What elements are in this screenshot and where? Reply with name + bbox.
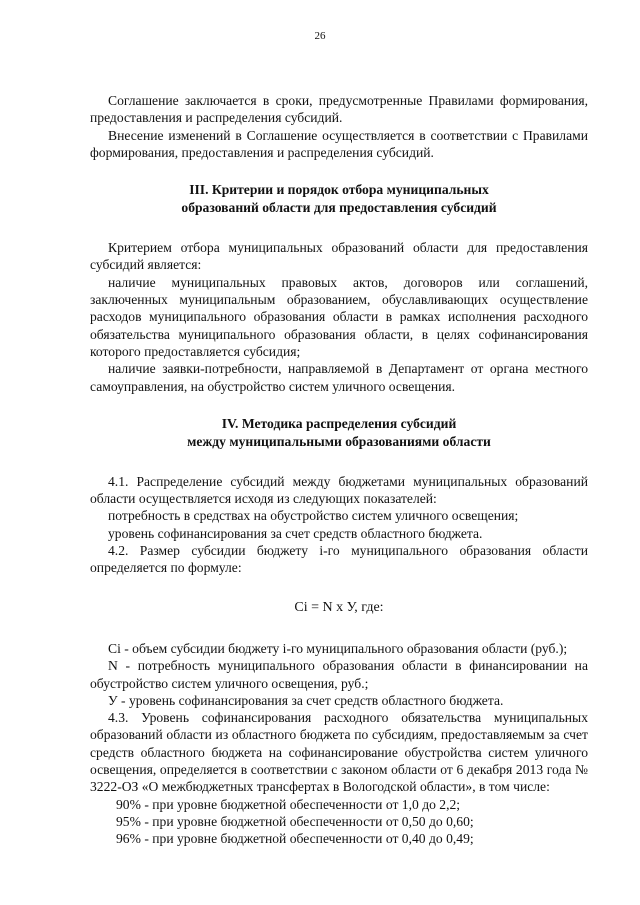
section-4-title xyxy=(90,415,588,451)
paragraph: уровень софинансирования за счет средств областного бюджета. xyxy=(108,525,483,541)
paragraph: Соглашение заключается в сроки, предусмотренные Правилами формирования, предоставления и распределения субсидий. xyxy=(90,93,588,126)
section-title-line: III. Критерии и порядок отбора муниципальных xyxy=(189,182,489,198)
section-title-line: образований области для предоставления субсидий xyxy=(181,200,497,216)
paragraph: 4.1. Распределение субсидий между бюджетами муниципальных образований области осуществляется исходя из следующих показателей: xyxy=(90,473,588,507)
paragraph: 4.2. Размер субсидии бюджету i-го муниципального образования области определяется по формуле: xyxy=(90,543,588,576)
document-body xyxy=(90,92,588,848)
section-3-title xyxy=(90,181,588,217)
section-title-line: между муниципальными образованиями области xyxy=(187,433,491,449)
paragraph: потребность в средствах на обустройство систем уличного освещения; xyxy=(108,508,519,524)
paragraph: наличие заявки-потребности, направляемой в Департамент от органа местного самоуправления, на обустройство систем уличного освещения. xyxy=(90,361,588,394)
list-item: 95% - при уровне бюджетной обеспеченности от 0,50 до 0,60; xyxy=(116,813,474,829)
list-item: 96% - при уровне бюджетной обеспеченности от 0,40 до 0,49; xyxy=(116,831,474,847)
paragraph: Внесение изменений в Соглашение осуществляется в соответствии с Правилами формирования, предоставления и распределения субсидий. xyxy=(90,127,588,160)
paragraph: наличие муниципальных правовых актов, договоров или соглашений, заключенных муниципальным образованием, обуславливающих осуществление расходов муниципального образования области в рамках исполнения расходного обязательства муниципального образования области, в целях софинансирования которого предоставляется субсидия; xyxy=(90,274,588,359)
list-item: 90% - при уровне бюджетной обеспеченности от 1,0 до 2,2; xyxy=(116,796,461,812)
paragraph: 4.3. Уровень софинансирования расходного обязательства муниципальных образований области из областного бюджета по субсидиям, предоставляемым за счет средств областного бюджета на софинансирование обустройства систем уличного освещения, определяется в соответствии с законом области от 6 декабря 2013 года № 3222-ОЗ «О межбюджетных трансфертах в Вологодской области», в том числе: xyxy=(90,710,588,795)
paragraph: Ci - объем субсидии бюджету i-го муниципального образования области (руб.); xyxy=(108,640,568,656)
page-number: 26 xyxy=(314,30,326,42)
paragraph: Критерием отбора муниципальных образований области для предоставления субсидий является: xyxy=(90,240,588,273)
formula: Ci = N x У, где: xyxy=(294,599,384,615)
paragraph: У - уровень софинансирования за счет средств областного бюджета. xyxy=(108,692,504,708)
section-title-line: IV. Методика распределения субсидий xyxy=(221,415,457,431)
paragraph: N - потребность муниципального образования области в финансировании на обустройство систем уличного освещения, руб.; xyxy=(90,658,588,691)
